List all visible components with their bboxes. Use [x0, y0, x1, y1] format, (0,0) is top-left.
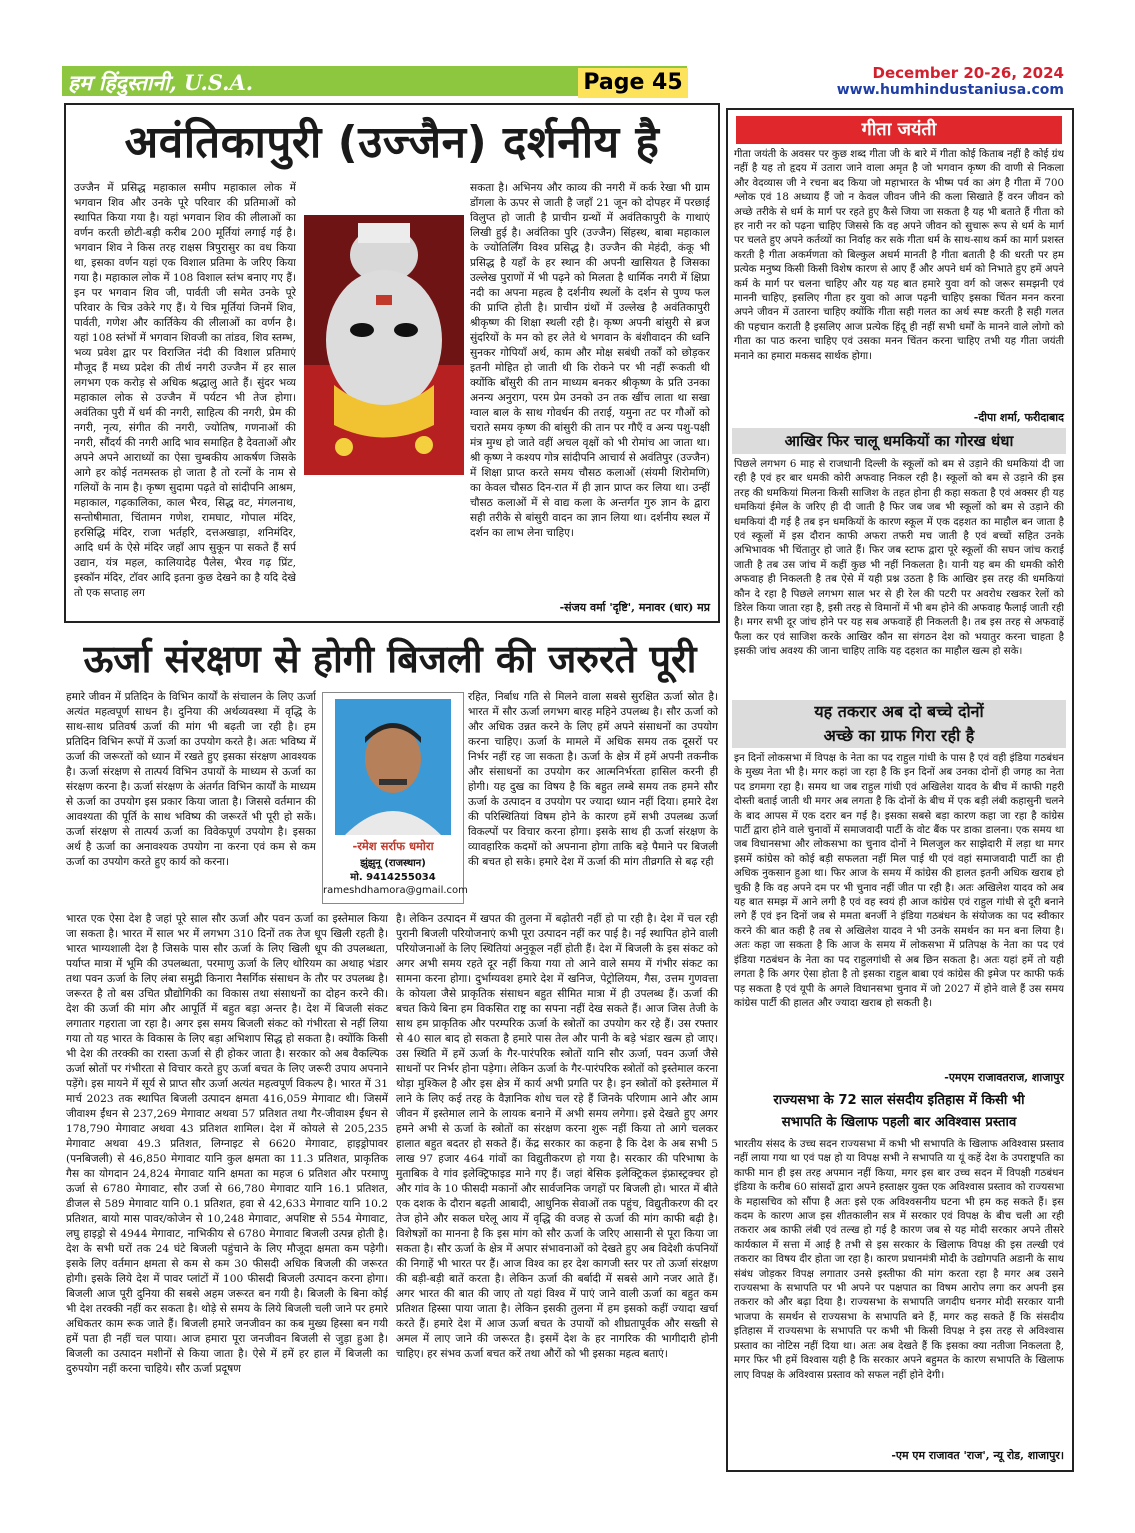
article-ujjain-byline: -संजय वर्मा 'दृष्टि', मनावर (धार) मप्र: [559, 601, 710, 614]
website-link[interactable]: www.humhindustaniusa.com: [836, 82, 1064, 98]
rajyasabha-body: भारतीय संसद के उच्च सदन राज्यसभा में कभी भी सभापति के खिलाफ अविश्वास प्रस्ताव नहीं लाया गया था एवं पक्ष हो या विपक्ष सभी ने सभापति या यूं कहें देश के उपराष्ट्रपति का काफी मान ही इस तरह अपमान नहीं किया, मगर इस बार उच्च सदन में विपक्षी गठबंधन इंडिया के करीब 60 सांसदों द्वारा अपने हस्ताक्षर युक्त एक अविश्वास प्रस्ताव को राज्यसभा के महासचिव को सौंपा है अतः इसे एक अविश्वसनीय घटना भी हम कह सकते हैं। इस कदम के कारण आज इस शीतकालीन सत्र में सरकार एवं विपक्ष के बीच चली आ रही तकरार अब काफी लंबी एवं तल्ख हो गई है कारण जब से यह मोदी सरकार अपने तीसरे कार्यकाल में सत्ता में आई है तभी से इस सरकार के खिलाफ विपक्ष की इस तल्खी एवं तकरार का विषय दीर होता जा रहा है। कारण प्रधानमंत्री मोदी के उद्योगपति अडानी के साथ संबंध जोड़कर विपक्ष लगातार उनसे इस्तीफा की मांग करता रहा है मगर अब उसने राज्यसभा के सभापति पर भी अपने पर पक्षपात का विषम आरोप लगा कर अपनी इस तकरार को और बढ़ा दिया है। राज्यसभा के सभापति जगदीप धनगर मोदी सरकार यानी भाजपा के समर्थन से राज्यसभा के सभापति बने हैं, मगर कह सकते हैं कि संसदीय इतिहास में राज्यसभा के सभापति पर कभी भी किसी विपक्ष ने इस तरह से अविश्वास प्रस्ताव का नोटिस नहीं दिया था। अतः अब देखते हैं कि इसका क्या नतीजा निकलता है, मगर फिर भी हमें विश्वास यही है कि सरकार अपने बहुमत के कारण सभापति के खिलाफ लाए विपक्ष के अविश्वास प्रस्ताव को सफल नहीं होने देगी।: [734, 1139, 1064, 1381]
page-number: Page 45: [578, 68, 688, 98]
newspaper-brand: हम हिंदुस्तानी, U.S.A.: [68, 70, 254, 95]
gita-body: गीता जयंती के अवसर पर कुछ शब्द गीता जी के बारे में गीता कोई किताब नहीं है कोई ग्रंथ नहीं है यह तो हृदय में उतारा जाने वाला अमृत है जो भगवान कृष्ण की वाणी से निकला और वेदव्यास जी ने रचना बद किया जो महाभारत के भीष्म पर्व का अंग है गीता में 700 श्लोक एवं 18 अध्याय हैं जो न केवल जीवन जीने की कला सिखाते हैं वरन जीवन को अच्छे तरीके से धर्म के मार्ग पर रहते हुए कैसे जिया जा सकता है यह भी बताते हैं गीता को हर नारी नर को पढ़ना चाहिए जिससे कि वह अपने जीवन को सुचारू रूप से धर्म के मार्ग पर चलते हुए अपने कर्तव्यों का निर्वाह कर सके गीता धर्म के साथ-साथ कर्म का मार्ग प्रशस्त करती है गीता अकर्मणता को बिल्कुल अधर्म मानती है गीता बताती है की धरती पर हम प्रत्येक मनुष्य किसी किसी विशेष कारण से आए हैं और अपने धर्म को निभाते हुए हमें अपने कर्म के मार्ग पर चलना चाहिए और यह यह बात हमारे युवा वर्ग को जरूर समझनी एवं माननी चाहिए, इसलिए गीता हर युवा को आज पढ़नी चाहिए इसका चिंतन मनन करना अपने जीवन में उतारना चाहिए क्योंकि गीता सही गलत का अर्थ स्पष्ट करती है सही गलत की पहचान कराती है इसलिए आज प्रत्येक हिंदू ही नहीं सभी धर्मों के मानने वाले लोगो को गीता का पाठ करना चाहिए एवं उसका मनन चिंतन करना चाहिए तभी यह गीता जयंती मनाने का हमारा मकसद सार्थक होगा।: [734, 149, 1064, 362]
article-ujjain: [64, 103, 720, 623]
author-box: [322, 692, 468, 904]
article-energy-col-left-bottom: भारत एक ऐसा देश है जहां पूरे साल सौर ऊर्जा और पवन ऊर्जा का इस्तेमाल किया जा सकता है। भारत में साल भर में लगभग 310 दिनों तक तेज धूप खिली रहती है। भारत भाग्यशाली देश है जिसके पास सौर ऊर्जा के लिए खिली धूप की उपलब्धता, पर्याप्त मात्रा में भूमि की उपलब्धता, परमाणु ऊर्जा के लिए थोरियम का अथाह भंडार तथा पवन ऊर्जा के लिए लंबा समुद्री किनारा नैसर्गिक संसाधन के तौर पर उपलब्ध है। जरूरत है तो बस उचित प्रौद्योगिकी का विकास तथा संसाधनों का दोहन करने की। देश की ऊर्जा की मांग और आपूर्ति में बहुत बड़ा अन्तर है। देश में बिजली संकट लगातार गहराता जा रहा है। अगर इस समय बिजली संकट को गंभीरता से नहीं लिया गया तो यह भारत के विकास के लिए बड़ा अभिशाप सिद्ध हो सकता है। क्योंकि किसी भी देश की तरक्की का रास्ता ऊर्जा से ही होकर जाता है। सरकार को अब वैकल्पिक ऊर्जा स्रोतों पर गंभीरता से विचार करते हुए ऊर्जा बचत के लिए जरूरी उपाय अपनाने पड़ेंगे। इस मायने में सूर्य से प्राप्त सौर ऊर्जा अत्यंत महत्वपूर्ण विकल्प है। भारत में 31 मार्च 2023 तक स्थापित बिजली उत्पादन क्षमता 416,059 मेगावाट थी। जिसमें जीवाश्म ईंधन से 237,269 मेगावाट अथवा 57 प्रतिशत तथा गैर-जीवाश्म ईंधन से 178,790 मेगावाट अथवा 43 प्रतिशत शामिल। देश में कोयले से 205,235 मेगावाट अथवा 49.3 प्रतिशत, लिग्नाइट से 6620 मेगावाट, हाइड्रोपावर (पनबिजली) से 46,850 मेगावाट यानि कुल क्षमता का 11.3 प्रतिशत, प्राकृतिक गैस का योगदान 24,824 मेगावाट यानि क्षमता का महज 6 प्रतिशत और परमाणु ऊर्जा से 6780 मेगावाट, सौर उर्जा से 66,780 मेगावाट यानि 16.1 प्रतिशत, डीजल से 589 मेगावाट यानि 0.1 प्रतिशत, हवा से 42,633 मेगावाट यानि 10.2 प्रतिशत, बायो मास पावर/कोजेन से 10,248 मेगावाट, अपशिष्ट से 554 मेगावाट, लघु हाइड्रो से 4944 मेगावाट, नाभिकीय से 6780 मेगावाट बिजली उत्पन्न होती है। देश के सभी घरों तक 24 घंटे बिजली पहुंचाने के लिए मौजूदा क्षमता कम पड़ेगी। इसके लिए वर्तमान क्षमता से कम से कम 30 फीसदी अधिक बिजली की जरूरत होगी। इसके लिये देश में पावर प्लांटों में 100 फीसदी बिजली उत्पादन करना होगा। बिजली आज पूरी दुनिया की सबसे अहम जरूरत बन गयी है। बिजली के बिना कोई भी देश तरक्की नहीं कर सकता है। थोड़े से समय के लिये बिजली चली जाने पर हमारे अधिकतर काम रूक जाते हैं। बिजली हमारे जनजीवन का कब मुख्य हिस्सा बन गयी हमें पता ही नहीं चल पाया। आज हमारा पूरा जनजीवन बिजली से जुड़ा हुआ है। बिजली का उत्पादन मशीनों से किया जाता है। ऐसे में हमें हर हाल में बिजली का दुरुपयोग नहीं करना चाहिये। सौर ऊर्जा प्रदूषण: [66, 913, 388, 1375]
article-energy-col1-top: हमारे जीवन में प्रतिदिन के विभिन कार्यों के संचालन के लिए ऊर्जा अत्यंत महत्वपूर्ण साधन है। दुनिया की अर्थव्यवस्था में वृद्धि के साथ-साथ प्रतिवर्ष ऊर्जा की मांग भी बढ़ती जा रही है। हम प्रतिदिन विभिन रूपों में ऊर्जा का उपयोग करते है। अतः भविष्य में ऊर्जा की जरूरतों को ध्यान में रखते हुए इसका संरक्षण आवश्यक है। ऊर्जा संरक्षण से तात्पर्य विभिन उपायों के माध्यम से ऊर्जा का संरक्षण करना है। ऊर्जा संरक्षण के अंतर्गत विभिन कार्यों के माध्यम से ऊर्जा का उपयोग इस प्रकार किया जाता है। जिससे वर्तमान की आवश्यता की पूर्ति के साथ भविष्य की जरूरतें भी पूरी हो सकें। ऊर्जा संरक्षण से तात्पर्य ऊर्जा का विवेकपूर्ण उपयोग है। इसका अर्थ है ऊर्जा का अनावश्यक उपयोग ना करना एवं कम से कम ऊर्जा का उपयोग करते हुए कार्य को करना।: [66, 691, 316, 868]
author-email: rameshdhamora@gmail.com: [323, 885, 468, 896]
gita-byline: -दीपा शर्मा, फरीदाबाद: [973, 411, 1064, 424]
gita-heading: गीता जयंती: [736, 116, 1062, 144]
rift-byline: -एमएम राजावतराज, शाजापुर: [944, 1071, 1064, 1084]
rift-heading-line2: अच्छे का ग्राफ गिरा रही है: [732, 724, 1066, 748]
threats-heading: आखिर फिर चालू धमकियों का गोरख धंधा: [732, 428, 1066, 454]
article-energy-headline: ऊर्जा संरक्षण से होगी बिजली की जरुरते पूरी: [83, 637, 697, 681]
masthead: [62, 64, 1072, 100]
article-energy-col-right-bottom: है। लेकिन उत्पादन में खपत की तुलना में बढ़ोतरी नहीं हो पा रही है। देश में चल रही पुरानी बिजली परियोजनाएं कभी पूरा उत्पादन नहीं कर पाई है। नई स्थापित होने वाली परियोजनाओं के लिए स्थितियां अनुकूल नहीं होती हैं। देश में बिजली के इस संकट को अगर अभी समय रहते दूर नहीं किया गया तो आने वाले समय में गंभीर संकट का सामना करना होगा। दुर्भाग्यवश हमारे देश में खनिज, पेट्रोलियम, गैस, उत्तम गुणवत्ता के कोयला जैसे प्राकृतिक संसाधन बहुत सीमित मात्रा में ही उपलब्ध हैं। ऊर्जा की बचत किये बिना हम विकसित राष्ट्र का सपना नहीं देख सकते हैं। आज जिस तेजी के साथ हम प्राकृतिक और परम्परिक ऊर्जा के स्त्रोतों का उपयोग कर रहे हैं। उस रफ्तार से 40 साल बाद हो सकता है हमारे पास तेल और पानी के बड़े भंडार खत्म हो जाए। उस स्थिति में हमें ऊर्जा के गैर-पारंपरिक स्त्रोतों यानि सौर ऊर्जा, पवन ऊर्जा जैसे साधनों पर निर्भर होना पड़ेगा। लेकिन ऊर्जा के गैर-पारंपरिक स्त्रोतों को इस्तेमाल करना थोड़ा मुश्किल है और इस क्षेत्र में कार्य अभी प्रगति पर है। इन स्त्रोतों को इस्तेमाल में लाने के लिए कई तरह के वैज्ञानिक शोध चल रहे हैं जिनके परिणाम आने और आम जीवन में इस्तेमाल लाने के लायक बनाने में अभी समय लगेगा। इसे देखते हुए अगर हमने अभी से ऊर्जा के स्त्रोतों का संरक्षण करना शुरू नहीं किया तो आगे चलकर हालात बहुत बदतर हो सकते हैं। केंद्र सरकार का कहना है कि देश के अब सभी 5 लाख 97 हजार 464 गांवों का विद्युतीकरण हो गया है। सरकार की परिभाषा के मुताबिक वे गांव इलेक्ट्रिफाइड माने गए हैं। जहां बेसिक इलेक्ट्रिकल इंफ्रास्ट्रक्चर हो और गांव के 10 फीसदी मकानों और सार्वजनिक जगहों पर बिजली हो। भारत में बीते एक दशक के दौरान बढ़ती आबादी, आधुनिक सेवाओं तक पहुंच, विद्युतीकरण की दर तेज होने और सकल घरेलू आय में वृद्धि की वजह से ऊर्जा की मांग काफी बढ़ी है। विशेषज्ञों का मानना है कि इस मांग को सौर ऊर्जा के जरिए आसानी से पूरा किया जा सकता है। सौर ऊर्जा के क्षेत्र में अपार संभावनाओं को देखते हुए अब विदेशी कंपनियों की निगाहें भी भारत पर हैं। आज विश्व का हर देश कागजी स्तर पर तो ऊर्जा संरक्षण की बड़ी-बड़ी बातें करता है। लेकिन ऊर्जा की बर्बादी में सबसे आगे नजर आते हैं। अगर भारत की बात की जाए तो यहां विश्व में पाएं जाने वाली ऊर्जा का बहुत कम प्रतिशत हिस्सा पाया जाता है। लेकिन इसकी तुलना में हम इसको कहीं ज्यादा खर्चा करते हैं। हमारे देश में आज ऊर्जा बचत के उपायों को शीघ्रतापूर्वक और सख्ती से अमल में लाए जाने की जरूरत है। इसमें देश के हर नागरिक की भागीदारी होनी चाहिए। हर संभव ऊर्जा बचत करें तथा औरों को भी इसका महत्व बताएं।: [396, 913, 718, 1360]
article-ujjain-col2: सकता है। अभिनय और काव्य की नगरी में कर्क रेखा भी ग्राम डोंगला के ऊपर से जाती है जहाँ 21 जून को दोपहर में परछाई विलुप्त हो जाती है प्राचीन ग्रन्थों में अवंतिकापुरी के गाथाएं लिखी हुई है। अवंतिका पुरि (उज्जैन) सिंहस्थ, बाबा महाकाल के ज्योतिर्लिंग विश्व प्रसिद्ध है। उज्जैन की मेहंदी, कंकू भी प्रसिद्ध है यहाँ के हर स्थान की अपनी खासियत है जिसका उल्लेख पुराणों में भी पढ़ने को मिलता है धार्मिक नगरी में क्षिप्रा नदी का अपना महत्व है दर्शनीय स्थलों के दर्शन से पुण्य फल की प्राप्ति होती है। प्राचीन ग्रंथों में उल्लेख है अवंतिकापुरी श्रीकृष्ण की शिक्षा स्थली रही है। कृष्ण अपनी बांसुरी से ब्रज सुंदरियों के मन को हर लेते थे भगवान के बंशीवादन की ध्वनि सुनकर गोपियाँ अर्थ, काम और मोक्ष सबंधी तर्कों को छोड़कर इतनी मोहित हो जाती थी कि रोकने पर भी नहीं रूकती थी क्योंकि बाँसुरी की तान माध्यम बनकर श्रीकृष्ण के प्रति उनका अनन्य अनुराग, परम प्रेम उनको उन तक खींच लाता था सखा ग्वाल बाल के साथ गोवर्धन की तराई, यमुना तट पर गौओं को चराते समय कृष्ण की बांसुरी की तान पर गौएँ व अन्य पशु-पक्षी मंत्र मुग्ध हो जाते वहीं अचल वृक्षों को भी रोमांच आ जाता था। श्री कृष्ण ने कश्यप गोत्र सांदीपनि आचार्य से अवंतिपुर (उज्जैन) में शिक्षा प्राप्त करते समय चौसठ कलाओं (संयमी शिरोमणि) का केवल चौसठ दिन-रात में ही ज्ञान प्राप्त कर लिया था। उन्हीं चौसठ कलाओं में से वाद्य कला के अन्तर्गत गुरु ज्ञान के द्वारा सही तरीके से बांसुरी वादन का ज्ञान लिया था। दर्शनीय स्थल में दर्शन का लाभ लेना चाहिए।: [470, 182, 710, 539]
issue-date: December 20-26, 2024: [872, 64, 1064, 82]
article-energy-col-right-top: रहित, निर्बाध गति से मिलने वाला सबसे सुरक्षित ऊर्जा स्रोत है। भारत में सौर ऊर्जा लगभग बारह महिने उपलब्ध है। सौर ऊर्जा को और अधिक उन्नत करने के लिए हमें अपने संसाधनों का उपयोग करना चाहिए। ऊर्जा के मामले में अधिक समय तक दूसरों पर निर्भर नहीं रह जा सकता है। ऊर्जा के क्षेत्र में हमें अपनी तकनीक और संसाधनों का उपयोग कर आत्मनिर्भरता हासिल करनी ही होगी। यह दुख का विषय है कि बहुत लम्बे समय तक हमने सौर ऊर्जा के उत्पादन व उपयोग पर ज्यादा ध्यान नहीं दिया। हमारे देश की परिस्थितियां विषम होने के कारण हमें सभी उपलब्ध ऊर्जा विकल्पों पर विचार करना होगा। इसके साथ ही ऊर्जा संरक्षण के व्यावहारिक कदमों को अपनाना होगा ताकि बड़े पैमाने पर बिजली की बचत हो सके। हमारे देश में ऊर्जा की मांग तीव्रगति से बढ़ रही: [468, 691, 718, 868]
author-photo: [335, 699, 451, 835]
threats-body: पिछले लगभग 6 माह से राजधानी दिल्ली के स्कूलों को बम से उड़ाने की धमकियां दी जा रही है एवं हर बार धमकी कोरी अफवाह निकल रही है। स्कूलों को बम से उड़ाने की इस तरह की धमकियां मिलना किसी साजिश के तहत होना ही कहा सकता है एवं अक्सर ही यह धमकियां ईमेल के जरिए ही दी जाती है फिर जब जब भी स्कूलों को बम से उड़ाने की धमकियां दी गई है तब इन धमकियों के कारण स्कूल में एक दहशत का माहौल बन जाता है एवं स्कूलों में इस दौरान काफी अफरा तफरी मच जाती है एवं बच्चों सहित उनके अभिभावक भी चिंतातुर हो जाते हैं। फिर जब स्टाफ द्वारा पूरे स्कूलों की सघन जांच कराई जाती है तब उस जांच में कहीं कुछ भी नहीं निकलता है। यानी यह बम की धमकी कोरी अफवाह ही निकलती है तब ऐसे में यही प्रश्न उठता है कि आखिर इस तरह की धमकियां कौन दे रहा है पिछले लगभग साल भर से ही रेल की पटरी पर अवरोध रखकर रेलों को डिरेल किया जाता रहा है, इसी तरह से विमानों में भी बम होने की अफवाह फैलाई जाती रही है। मगर सभी दूर जांच होने पर यह सब अफवाहें ही निकलती है। तब इस तरह से अफवाहें फैला कर एवं साजिश करके आखिर कौन सा संगठन देश को भयातुर करना चाहता है इसकी जांच अवश्य की जाना चाहिए ताकि यह दहशत का माहौल खत्म हो सके।: [734, 459, 1064, 658]
author-portrait: [335, 699, 451, 835]
rajyasabha-heading-line2: सभापति के खिलाफ पहली बार अविश्वास प्रस्ताव: [781, 1115, 1017, 1130]
rajyasabha-heading-line1: राज्यसभा के 72 साल संसदीय इतिहास में किसी भी: [773, 1093, 1025, 1108]
rajyasabha-byline: -एम एम राजावत 'राज', न्यू रोड, शाजापुर।: [891, 1449, 1064, 1462]
article-ujjain-headline: अवंतिकापुरी (उज्जैन) दर्शनीय है: [124, 117, 660, 168]
rift-heading-line1: यह तकरार अब दो बच्चे दोनों: [732, 700, 1066, 724]
author-name: -रमेश सर्राफ धमोरा: [352, 839, 434, 853]
masthead-bar: [62, 66, 687, 96]
rift-body: इन दिनों लोकसभा में विपक्ष के नेता का पद राहुल गांधी के पास है एवं वही इंडिया गठबंधन के मुख्य नेता भी है। मगर कहां जा रहा है कि इन दिनों अब उनका दोनों ही जगह का नेता पद डगमगा रहा है। समय था जब राहुल गांधी एवं अखिलेश यादव के बीच में काफी गहरी दोस्ती बताई जाती थी मगर अब लगता है कि दोनों के बीच में एक बड़ी लंबी कहासुनी चलने के बाद आपस में एक दरार बन गई है। इसका सबसे बड़ा कारण कहा जा रहा है कांग्रेस पार्टी द्वारा होने वाले चुनावों में समाजवादी पार्टी के वोट बैंक पर डाका डालना। एक समय था जब विधानसभा और लोकसभा का चुनाव दोनों ने मिलजुल कर साझेदारी में लड़ा था मगर इसमें कांग्रेस को कोई बड़ी सफलता नहीं मिल पाई थी एवं वहां समाजवादी पार्टी का ही अधिक नुकसान हुआ था। फिर आज के समय में कांग्रेस की हालत इतनी अधिक खराब हो चुकी है कि वह अपने दम पर भी चुनाव नहीं जीत पा रही है। अतः अखिलेश यादव को अब यह बात समझ में आने लगी है एवं वह स्वयं ही आज कांग्रेस एवं राहुल गांधी से दूरी बनाने लगे हैं एवं इन दिनों जब से ममता बनर्जी ने इंडिया गठबंधन के संयोजक का पद स्वीकार करने की बात कही है तब से अखिलेश यादव ने भी उनके समर्थन का मन बना लिया है। अतः कहा जा सकता है कि आज के समय में लोकसभा में प्रतिपक्ष के नेता का पद एवं इंडिया गठबंधन के नेता का पद राहुलगांधी से अब छिन सकता है। अतः यहां हमें तो यही लगता है कि अगर ऐसा होता है तो इसका राहुल बाबा एवं कांग्रेस की इमेज पर काफी फर्क पड़ सकता है एवं यूपी के अगले विधानसभा चुनाव में जो 2027 में होने वाले हैं उस समय कांग्रेस पार्टी की हालत और ज्यादा खराब हो सकती है।: [734, 753, 1064, 1009]
author-phone: मो. 9414255034: [350, 872, 436, 883]
mahakal-idol-image: [304, 215, 464, 475]
article-ujjain-col1: उज्जैन में प्रसिद्ध महाकाल समीप महाकाल लोक में भगवान शिव और उनके पूरे परिवार की प्रतिमाओं को स्थापित किया गया है। यहां भगवान शिव की लीलाओं का वर्णन करती छोटी-बड़ी करीब 200 मूर्तियां लगाई गई है। भगवान शिव ने किस तरह राक्षस त्रिपुरासुर का वध किया था, इसका वर्णन यहां एक विशाल प्रतिमा के जरिए किया गया है। महाकाल लोक में 108 विशाल स्तंभ बनाए गए हैं। इन पर भगवान शिव जी, पार्वती जी समेत उनके पूरे परिवार के चित्र उकेरे गए हैं। ये चित्र मूर्तियां जिनमें शिव, पार्वती, गणेश और कार्तिकेय की लीलाओं का वर्णन है। यहां 108 स्तंभों में भगवान शिवजी का तांडव, शिव स्तम्भ, भव्य प्रवेश द्वार पर विराजित नंदी की विशाल प्रतिमाएं मौजूद हैं मध्य प्रदेश की तीर्थ नगरी उज्जैन में हर साल लगभग एक करोड़ से अधिक श्रद्धालु आते हैं। सुंदर भव्य महाकाल लोक से उज्जैन में पर्यटन भी तेज होगा। अवंतिका पुरी में धर्म की नगरी, साहित्य की नगरी, प्रेम की नगरी, नृत्य, संगीत की नगरी, ज्योतिष, गणनाओं की नगरी, सौंदर्य की नगरी आदि भाव समाहित है देवताओं और अपने अपने आराध्यों का ऐसा चुम्बकीय आकर्षण जिसके आगे हर कोई नतमस्तक हो जाता है तो रत्नों के नाम से गलियों के नाम है। कृष्ण सुदामा पढ़ते वो सांदीपनि आश्रम, महाकाल, गढ़कालिका, काल भैरव, सिद्ध वट, मंगलनाथ, सन्तोषीमाता, चिंतामन गणेश, रामघाट, गोपाल मंदिर, हरसिद्धि मंदिर, राजा भर्तहरि, दत्तअखाड़ा, शनिमंदिर, आदि धर्म के ऐसे मंदिर जहाँ आप सुकून पा सकते हैं सर्प उद्यान, यंत्र महल, कालियादेह पैलेस, भैरव गढ़ प्रिंट, इस्कॉन मंदिर, टॉवर आदि इतना कुछ देखने का है यदि देखे तो एक सप्ताह लग: [74, 182, 296, 599]
mahakal-photo: [304, 215, 464, 475]
article-energy: [66, 690, 718, 1470]
author-place: झुंझुनू (राजस्थान): [360, 858, 426, 869]
sidebar: [726, 108, 1074, 1472]
